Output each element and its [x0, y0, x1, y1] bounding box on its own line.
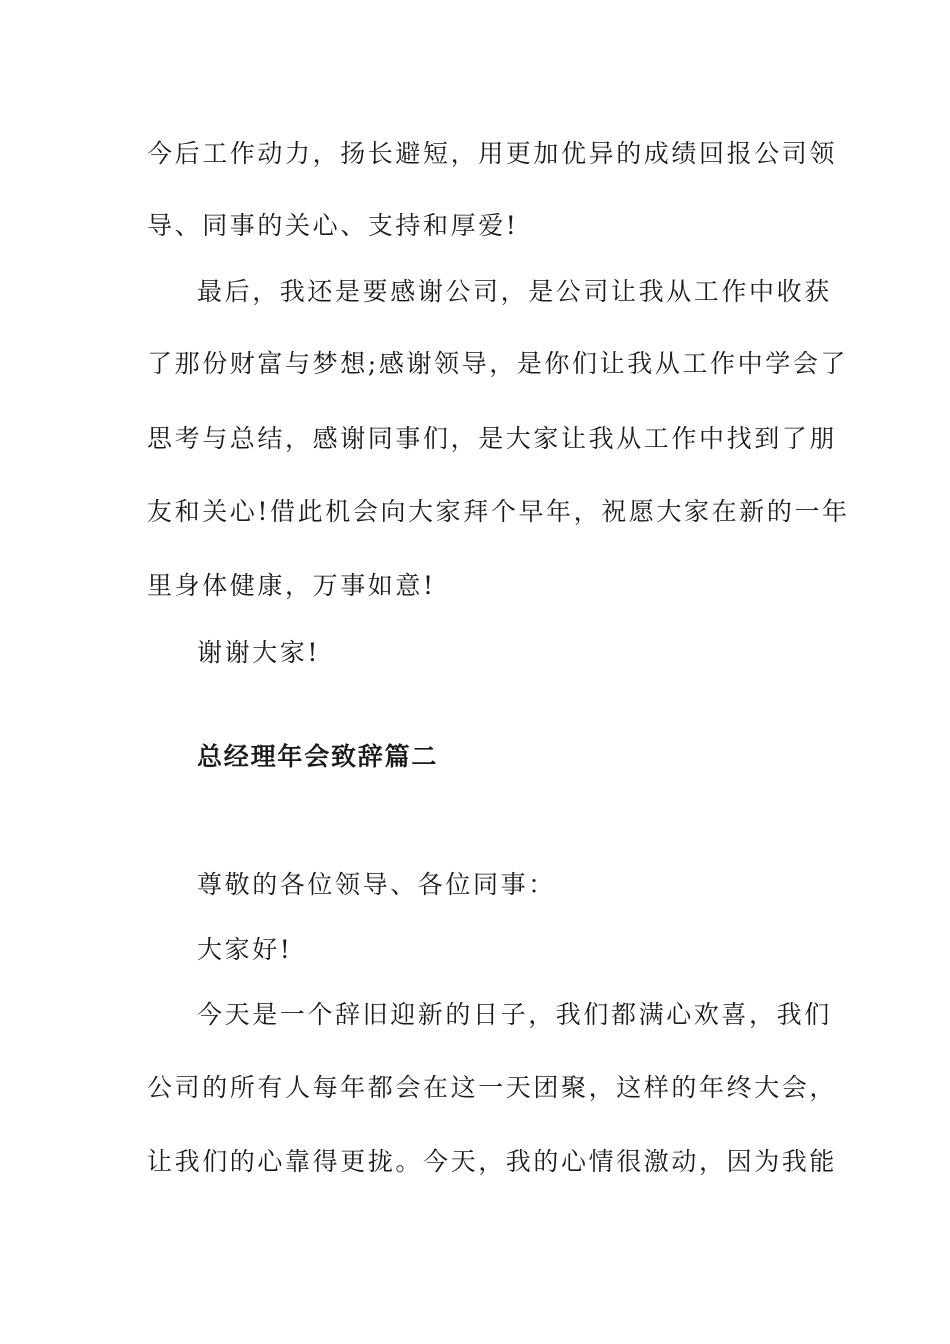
- paragraph-final-line-5: 里身体健康，万事如意!: [147, 571, 436, 600]
- section-heading: 总经理年会致辞篇二: [197, 742, 439, 771]
- paragraph-opening-line-2: 公司的所有人每年都会在这一天团聚，这样的年终大会，: [147, 1073, 838, 1102]
- thanks-line: 谢谢大家!: [197, 638, 321, 667]
- greeting-line: 大家好!: [197, 935, 293, 964]
- paragraph-final-line-2: 了那份财富与梦想;感谢领导，是你们让我从工作中学会了: [147, 349, 849, 378]
- paragraph-continued-line-2: 导、同事的关心、支持和厚爱!: [147, 211, 519, 240]
- paragraph-opening-line-3: 让我们的心靠得更拢。今天，我的心情很激动，因为我能: [147, 1147, 838, 1176]
- paragraph-final-line-3: 思考与总结，感谢同事们，是大家让我从工作中找到了朋: [147, 424, 838, 453]
- paragraph-continued-line-1: 今后工作动力，扬长避短，用更加优异的成绩回报公司领: [147, 139, 838, 168]
- paragraph-final-line-4: 友和关心!借此机会向大家拜个早年，祝愿大家在新的一年: [147, 497, 850, 526]
- salutation-line: 尊敬的各位领导、各位同事：: [197, 870, 556, 899]
- paragraph-opening-line-1: 今天是一个辞旧迎新的日子，我们都满心欢喜，我们: [197, 1000, 832, 1029]
- paragraph-final-line-1: 最后，我还是要感谢公司，是公司让我从工作中收获: [197, 277, 832, 306]
